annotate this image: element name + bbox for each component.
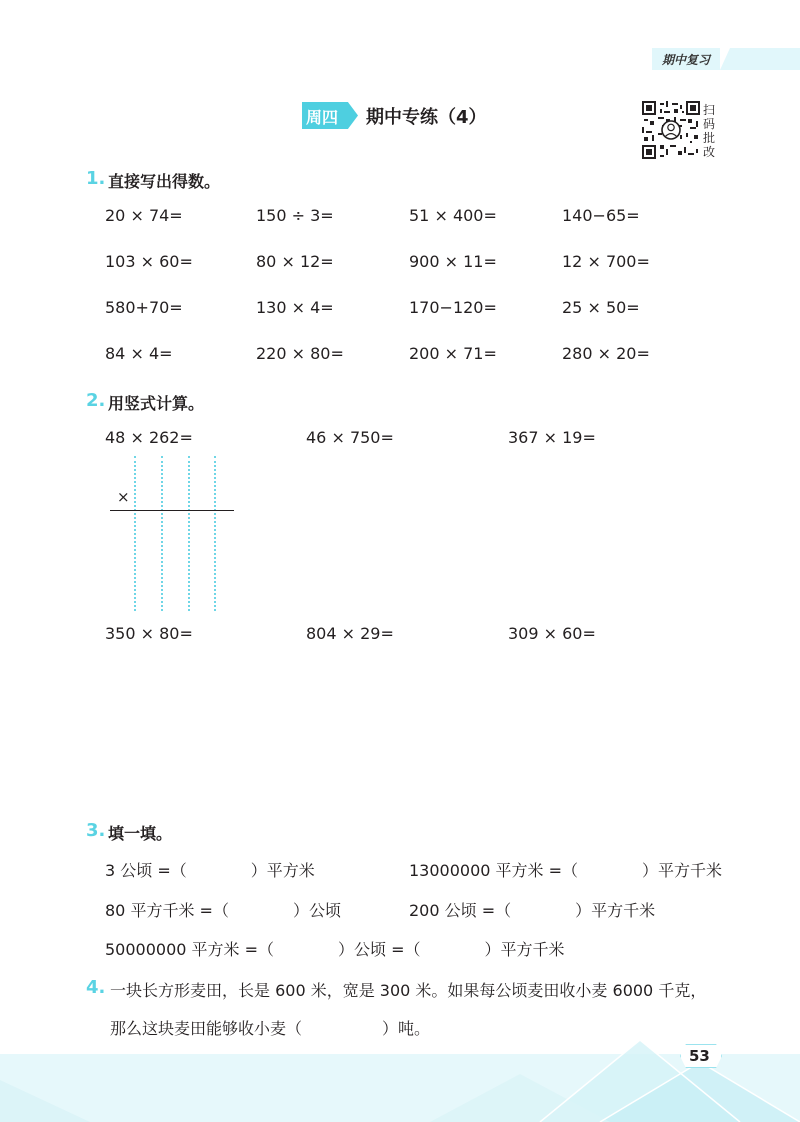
q1-item: 150 ÷ 3= [256,206,334,225]
q3-item-b[interactable]: 13000000 平方米 =（ ）平方千米 [409,861,723,880]
q1-item: 220 × 80= [256,344,344,363]
q1-number: 1. [86,168,106,189]
q2-item: 367 × 19= [508,428,596,447]
q3-item-e[interactable]: 50000000 平方米 =（ ）公顷 =（ ）平方千米 [105,940,565,959]
footer-decoration [0,1040,800,1122]
section-label: 期中复习 [662,53,711,67]
q1-item: 200 × 71= [409,344,497,363]
q2-item: 350 × 80= [105,624,193,643]
q1-item: 170−120= [409,298,497,317]
q1-item: 80 × 12= [256,252,334,271]
q2-item: 804 × 29= [306,624,394,643]
q2-title: 用竖式计算。 [108,394,205,413]
calc-guide-line [188,456,190,611]
calc-guide-line [161,456,163,611]
q1-item: 130 × 4= [256,298,334,317]
q4-text-line2[interactable]: 那么这块麦田能够收小麦（ ）吨。 [110,1019,431,1038]
header-notch [720,48,730,70]
q1-item: 25 × 50= [562,298,640,317]
calc-guide-line [134,456,136,611]
q1-item: 140−65= [562,206,640,225]
q2-item: 46 × 750= [306,428,394,447]
q1-item: 280 × 20= [562,344,650,363]
q1-item: 20 × 74= [105,206,183,225]
q1-item: 51 × 400= [409,206,497,225]
q1-item: 84 × 4= [105,344,173,363]
q1-item: 580+70= [105,298,183,317]
q4-number: 4. [86,977,106,998]
qr-code-icon[interactable] [642,101,700,159]
q3-item-d[interactable]: 200 公顷 =（ ）平方千米 [409,901,656,920]
q1-item: 900 × 11= [409,252,497,271]
q3-item-c[interactable]: 80 平方千米 =（ ）公顷 [105,901,341,920]
q2-number: 2. [86,390,106,411]
calc-rule [110,510,234,511]
q1-item: 12 × 700= [562,252,650,271]
q1-title: 直接写出得数。 [108,172,221,191]
qr-caption: 扫码批改 [703,103,716,159]
day-badge-text: 周四 [306,108,339,127]
q4-text-line1: 一块长方形麦田，长是 600 米，宽是 300 米。如果每公顷麦田收小麦 6000 千克， [110,981,707,1000]
calc-guide-line [214,456,216,611]
page-title: 期中专练（4） [366,107,487,128]
q3-number: 3. [86,820,106,841]
page-number: 53 [689,1047,710,1065]
q2-item: 309 × 60= [508,624,596,643]
q2-item: 48 × 262= [105,428,193,447]
q3-item-a[interactable]: 3 公顷 =（ ）平方米 [105,861,315,880]
q3-title: 填一填。 [108,824,173,843]
times-sign: × [117,488,130,506]
q1-item: 103 × 60= [105,252,193,271]
